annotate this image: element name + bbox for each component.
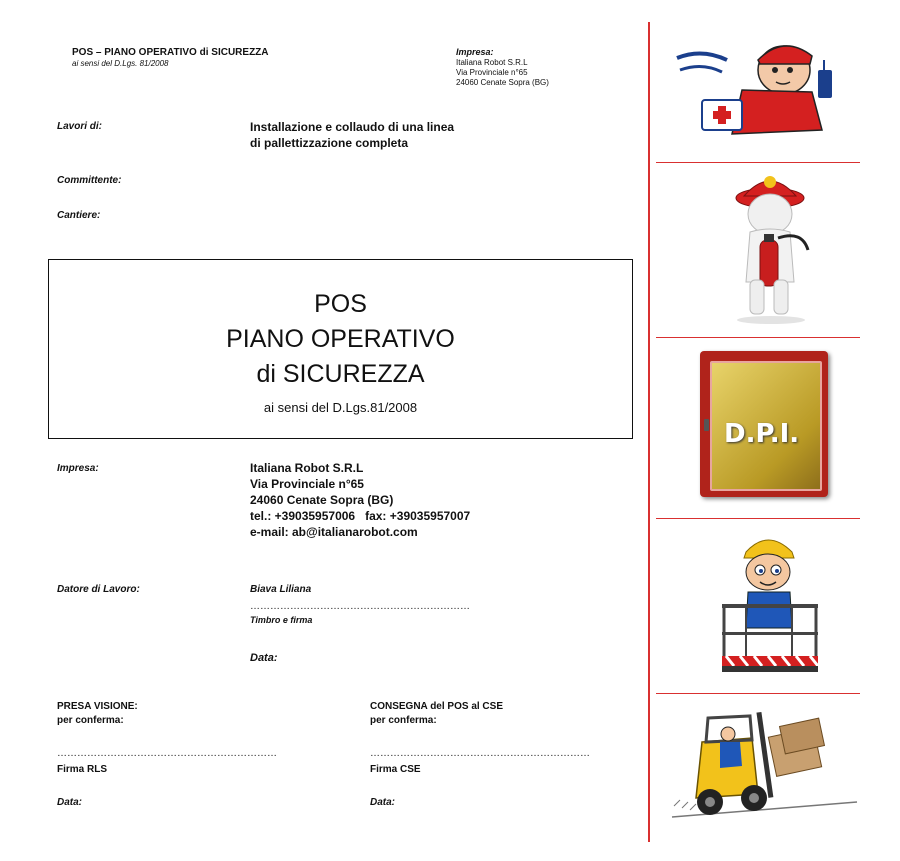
vertical-divider — [648, 22, 650, 842]
employer-signature-line: ………………………………………………………… — [250, 601, 470, 612]
company-label: Impresa: — [57, 463, 99, 474]
presa-visione-sub: per conferma: — [57, 715, 124, 726]
employer-label: Datore di Lavoro: — [57, 584, 140, 595]
cse-sign-label: Firma CSE — [370, 764, 421, 775]
lavori-line: di pallettizzazione completa — [250, 136, 409, 150]
doc-subtitle: ai sensi del D.Lgs. 81/2008 — [72, 59, 169, 68]
company-block — [250, 460, 470, 540]
rls-signature-line: ………………………………………………………… — [57, 748, 277, 759]
cse-date-label: Data: — [370, 797, 396, 808]
presa-visione-title: PRESA VISIONE: — [57, 701, 138, 712]
header-impresa-block — [456, 58, 549, 88]
company-city: 24060 Cenate Sopra (BG) — [250, 493, 394, 507]
consegna-title: CONSEGNA del POS al CSE — [370, 701, 503, 712]
employer-name: Biava Liliana — [250, 584, 312, 595]
company-phones: tel.: +39035957006 fax: +39035957007 — [250, 509, 471, 523]
dpi-cabinet-icon — [700, 351, 828, 497]
company-email: e-mail: ab@italianarobot.com — [250, 525, 418, 539]
title-di-sicurezza: di SICUREZZA — [256, 360, 425, 388]
header-impresa-label: Impresa: — [456, 47, 494, 57]
title-pos: POS — [314, 290, 367, 318]
rls-sign-label: Firma RLS — [57, 764, 108, 775]
cabinet-glass — [710, 361, 822, 491]
title-law-reference: ai sensi del D.Lgs.81/2008 — [263, 400, 418, 415]
lavori-label: Lavori di: — [57, 121, 103, 132]
cabinet-lock — [704, 419, 709, 431]
employer-date-label: Data: — [250, 652, 278, 664]
dpi-text: D.P.I. — [724, 419, 800, 449]
separator-3 — [656, 518, 860, 519]
consegna-sub: per conferma: — [370, 715, 437, 726]
firefighter-extinguisher-icon — [716, 170, 826, 325]
committente-label: Committente: — [57, 175, 122, 186]
rls-date-label: Data: — [57, 797, 83, 808]
separator-1 — [656, 162, 860, 163]
presa-visione-block — [57, 700, 138, 728]
cantiere-label: Cantiere: — [57, 210, 101, 221]
company-name: Italiana Robot S.R.L — [250, 461, 364, 475]
cse-signature-line: ………………………………………………………… — [370, 748, 590, 759]
lavori-value — [250, 119, 454, 151]
separator-2 — [656, 337, 860, 338]
first-aid-rescuer-icon — [672, 30, 842, 142]
title-piano-operativo: PIANO OPERATIVO — [226, 325, 455, 353]
company-address: Via Provinciale n°65 — [250, 477, 364, 491]
doc-title: POS – PIANO OPERATIVO di SICUREZZA — [72, 47, 269, 58]
lavori-line: Installazione e collaudo di una linea — [250, 120, 455, 134]
forklift-icon — [662, 702, 862, 827]
header-impresa-line: Via Provinciale n°65 — [456, 68, 528, 77]
worker-lift-platform-icon — [720, 528, 830, 676]
title-box — [48, 259, 633, 439]
consegna-block — [370, 700, 503, 728]
header-impresa-line: Italiana Robot S.R.L — [456, 58, 528, 67]
employer-stamp-label: Timbro e firma — [250, 615, 313, 625]
header-impresa-line: 24060 Cenate Sopra (BG) — [456, 78, 549, 87]
separator-4 — [656, 693, 860, 694]
